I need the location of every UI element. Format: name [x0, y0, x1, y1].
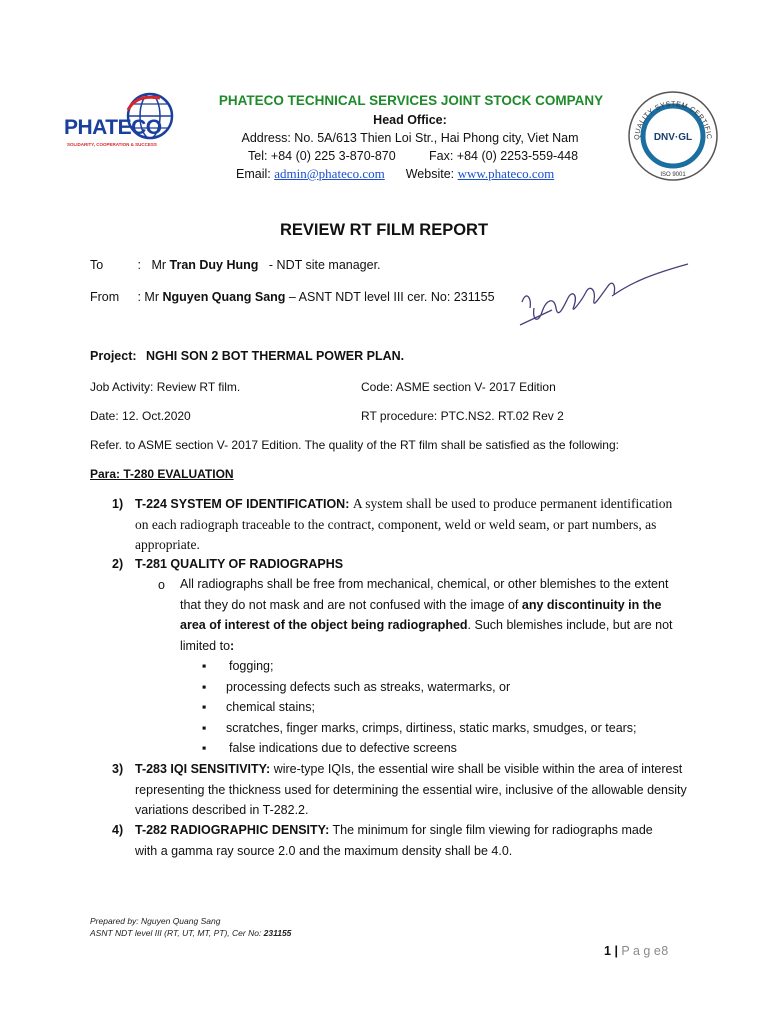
job-activity: Job Activity: Review RT film. — [90, 380, 241, 394]
rt-procedure: RT procedure: PTC.NS2. RT.02 Rev 2 — [361, 409, 564, 423]
list-item — [202, 677, 692, 698]
from-sep: : Mr — [137, 290, 160, 304]
project-label: Project: — [90, 349, 137, 363]
seal-dnv: DNV·GL — [653, 132, 693, 143]
bullet-icon: ▪ — [202, 741, 207, 755]
item-1-number: 1) — [112, 497, 124, 511]
blemish-list — [202, 656, 692, 759]
from-label: From — [90, 290, 120, 304]
item-2-sub-b: any discontinuity in the area of interest of the object being radiographed — [180, 597, 662, 632]
list-item — [202, 718, 692, 739]
list-item — [202, 738, 692, 759]
bullet-text: fogging; — [229, 659, 274, 673]
footer-cert — [90, 928, 291, 938]
from-role: – ASNT NDT level III cer. No: 231155 — [288, 290, 495, 304]
logo-tagline: SOLIDARITY, COOPERATION & SUCCESS — [67, 142, 157, 147]
para-heading: Para: T-280 EVALUATION — [90, 467, 234, 481]
code: Code: ASME section V- 2017 Edition — [361, 380, 556, 394]
bullet-icon: ▪ — [202, 700, 207, 714]
to-prefix: Mr — [151, 258, 167, 272]
to-name: Tran Duy Hung — [169, 258, 259, 272]
item-3-text: wire-type IQIs, the essential wire shall be visible within the area of interest representing the thickness used for determining the essential wire, inclusive of the allowable density variations described in T-282.2. — [135, 762, 687, 817]
bullet-text: processing defects such as streaks, watermarks, or — [226, 679, 511, 694]
bullet-icon: ▪ — [202, 720, 207, 735]
item-2-number: 2) — [112, 557, 124, 571]
email-line — [236, 166, 554, 182]
seal-arc-text: QUALITY SYSTEM CERTIFIC — [633, 100, 713, 141]
head-office-label: Head Office: — [373, 113, 447, 127]
item-2-sub-a: All radiographs shall be free from mechanical, chemical, or other blemishes to the extent that they do not mask and are not confused with the image of — [180, 577, 669, 612]
item-3-head: T-283 IQI SENSITIVITY: — [135, 762, 271, 776]
footer-cert-no: 231155 — [263, 928, 292, 938]
item-1-text: A system shall be used to produce permanent identification on each radiograph traceable to the contract, component, weld or weld seam, or part numbers, as appropriate. — [135, 496, 673, 552]
to-sep: : — [137, 258, 141, 272]
page-total: 8 — [661, 944, 669, 958]
logo-brand: PHATECO — [64, 116, 162, 139]
email-label: Email: — [236, 167, 271, 181]
project-line — [90, 349, 404, 363]
address: Address: No. 5A/613 Thien Loi Str., Hai Phong city, Viet Nam — [241, 131, 579, 145]
fax: Fax: +84 (0) 2253-559-448 — [429, 149, 579, 163]
item-2-sub-d: : — [230, 638, 235, 653]
bullet-icon: ▪ — [202, 659, 207, 673]
item-3-number: 3) — [112, 762, 124, 776]
bullet-text: false indications due to defective screens — [229, 741, 457, 755]
list-item — [202, 656, 692, 677]
website-link[interactable]: www.phateco.com — [457, 166, 555, 181]
item-2-sub-marker: o — [158, 578, 165, 592]
item-2-sub-c: . Such blemishes include, but are not limited to — [180, 618, 673, 653]
dnv-gl-cert-seal — [625, 88, 721, 184]
page-current: 1 — [604, 944, 611, 958]
list-item — [202, 697, 692, 718]
website-label: Website: — [405, 167, 455, 181]
from-name: Nguyen Quang Sang — [162, 290, 286, 304]
to-label: To — [90, 258, 104, 272]
item-4-text: The minimum for single film viewing for radiographs made with a gamma ray source 2.0 and the maximum density shall be 4.0. — [135, 823, 653, 858]
page-number — [604, 944, 668, 958]
bullet-text: chemical stains; — [226, 700, 315, 714]
project-value: NGHI SON 2 BOT THERMAL POWER PLAN. — [146, 349, 405, 363]
item-4-number: 4) — [112, 823, 124, 837]
item-1-block — [135, 494, 675, 556]
page-separator: | — [614, 944, 618, 958]
item-4-head: T-282 RADIOGRAPHIC DENSITY: — [135, 823, 330, 837]
item-1-head: T-224 SYSTEM OF IDENTIFICATION: — [135, 497, 350, 511]
date: Date: 12. Oct.2020 — [90, 409, 191, 423]
footer-prepared: Prepared by: Nguyen Quang Sang — [90, 916, 221, 926]
company-name: PHATECO TECHNICAL SERVICES JOINT STOCK COMPANY — [218, 93, 604, 108]
bullet-icon: ▪ — [202, 679, 207, 694]
item-2-head: T-281 QUALITY OF RADIOGRAPHS — [135, 557, 344, 571]
report-title: REVIEW RT FILM REPORT — [279, 221, 489, 239]
item-2-sub-text — [180, 574, 680, 656]
item-3-block — [135, 759, 695, 821]
page-word: P a g e — [621, 944, 661, 958]
to-line — [90, 258, 381, 272]
to-role: - NDT site manager. — [268, 258, 381, 272]
from-line — [90, 290, 495, 304]
seal-iso: ISO 9001 — [660, 172, 686, 178]
refer-line: Refer. to ASME section V- 2017 Edition. The quality of the RT film shall be satisfied as the following: — [90, 438, 619, 452]
email-link[interactable]: admin@phateco.com — [274, 166, 385, 181]
footer-cert-line: ASNT NDT level III (RT, UT, MT, PT), Cer No: — [90, 928, 262, 938]
signature — [512, 250, 692, 340]
tel: Tel: +84 (0) 225 3-870-870 — [248, 149, 396, 163]
bullet-text: scratches, finger marks, crimps, dirtiness, static marks, smudges, or tears; — [226, 720, 637, 735]
item-4-block — [135, 820, 675, 861]
